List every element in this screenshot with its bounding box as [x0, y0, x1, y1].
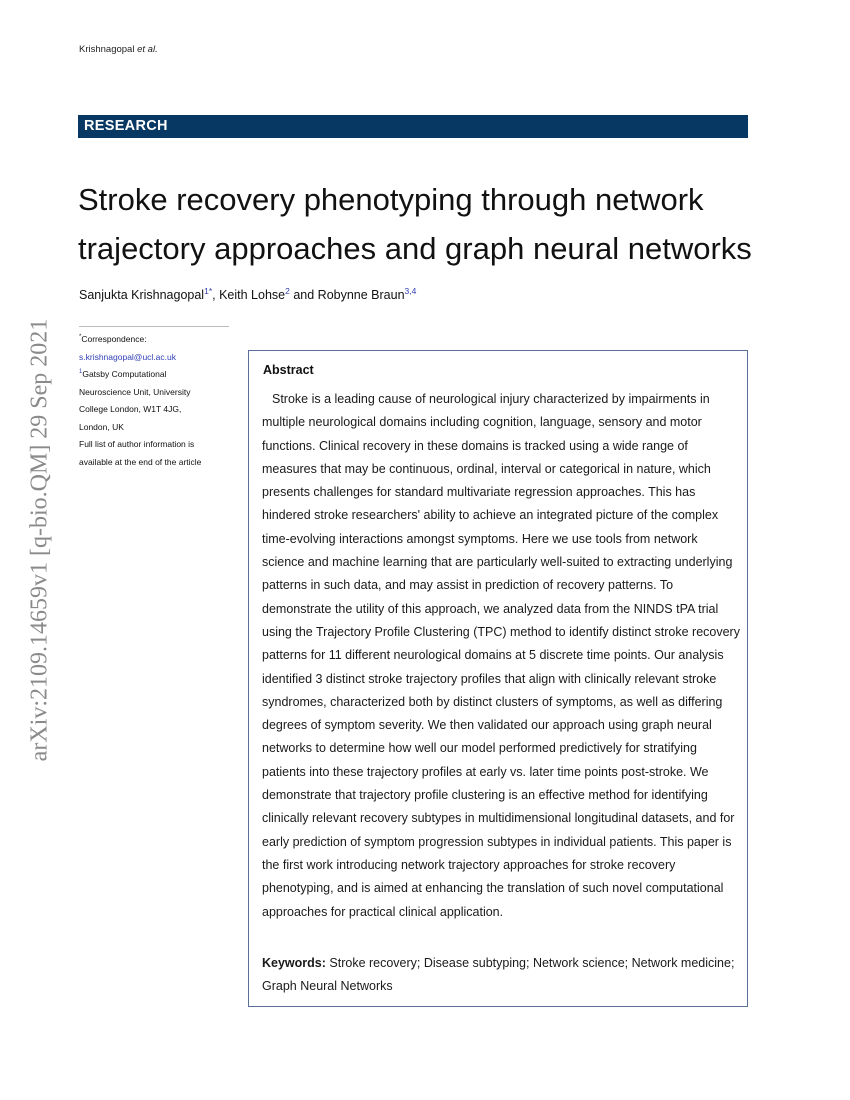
section-banner: RESEARCH: [78, 115, 748, 138]
abstract-box: [248, 350, 748, 1007]
affiliation-mark: 1: [79, 369, 83, 375]
affiliation-line: [79, 366, 237, 384]
author-affiliation-mark[interactable]: 3,4: [404, 286, 417, 296]
affiliation-text: Neuroscience Unit, University: [79, 386, 191, 397]
author-name: Sanjukta Krishnagopal: [79, 288, 205, 302]
arxiv-identifier-stamp: arXiv:2109.14659v1 [q-bio.QM] 29 Sep 2021: [26, 318, 53, 762]
author-name: Robynne Braun: [317, 288, 405, 302]
author-separator: and: [289, 288, 318, 302]
affiliation-text: London, UK: [79, 421, 124, 432]
author-affiliation-mark[interactable]: 1*: [204, 286, 213, 296]
abstract-text: Stroke is a leading cause of neurological injury characterized by impairments in multiple neurological domains including cognition, language, sensory and motor functions. Clinical recovery in these domains is tracked using a wide range of measures that may be continuous, ordinal, interval or categorical in nature, which presents challenges for standard multivariate regression approaches. This has hindered stroke researchers' ability to achieve an integrated picture of the complex time-evolving interactions amongst symptoms. Here we use tools from network science and machine learning that are particularly well-suited to extracting underlying patterns in such data, and may assist in prediction of recovery patterns. To demonstrate the utility of this approach, we analyzed data from the NINDS tPA trial using the Trajectory Profile Clustering (TPC) method to identify distinct stroke recovery patterns for 11 different neurological domains at 5 discrete time points. Our analysis identified 3 distinct stroke trajectory profiles that align with clinically relevant stroke syndromes, characterized both by distinct clusters of symptoms, as well as differing degrees of symptom severity. We then validated our approach using graph neural networks to determine how well our model performed predictively for stratifying patients into these trajectory profiles at early vs. later time points post-stroke. We demonstrate that trajectory profile clustering is an effective method for identifying clinically relevant recovery subtypes in multidimensional longitudinal datasets, and for early prediction of symptom progression subtypes in individual patients. This paper is the first work introducing network trajectory approaches for stroke recovery phenotyping, and is aimed at enhancing the translation of such novel computational approaches for practical clinical application.: [262, 392, 740, 919]
affiliation-text: Gatsby Computational: [82, 369, 167, 379]
abstract-heading: Abstract: [263, 363, 314, 377]
sidenote-divider: [79, 326, 229, 327]
affiliation-text: College London, W1T 4JG,: [79, 404, 182, 414]
correspondence-line: [79, 331, 237, 349]
author-info-note: Full list of author information is: [79, 439, 195, 449]
author-affiliation-mark[interactable]: 2: [285, 286, 290, 296]
correspondence-email-link[interactable]: s.krishnagopal@ucl.ac.uk: [79, 351, 176, 362]
author-name: Keith Lohse: [219, 288, 286, 302]
running-head: [79, 44, 158, 55]
running-head-author: Krishnagopal: [79, 44, 135, 55]
keywords-label: Keywords:: [262, 956, 326, 970]
author-list: [79, 288, 416, 302]
running-head-etal: et al.: [137, 44, 158, 55]
correspondence-label: Correspondence:: [81, 334, 147, 344]
correspondence-mark: *: [79, 334, 82, 340]
keywords: [262, 952, 740, 998]
author-separator: ,: [212, 288, 220, 302]
keywords-text: Stroke recovery; Disease subtyping; Network science; Network medicine; Graph Neural Networks: [262, 956, 735, 993]
paper-title: Stroke recovery phenotyping through network trajectory approaches and graph neural networks: [78, 182, 752, 266]
author-info-note: available at the end of the article: [79, 456, 202, 467]
correspondence-sidenote: [79, 331, 237, 471]
